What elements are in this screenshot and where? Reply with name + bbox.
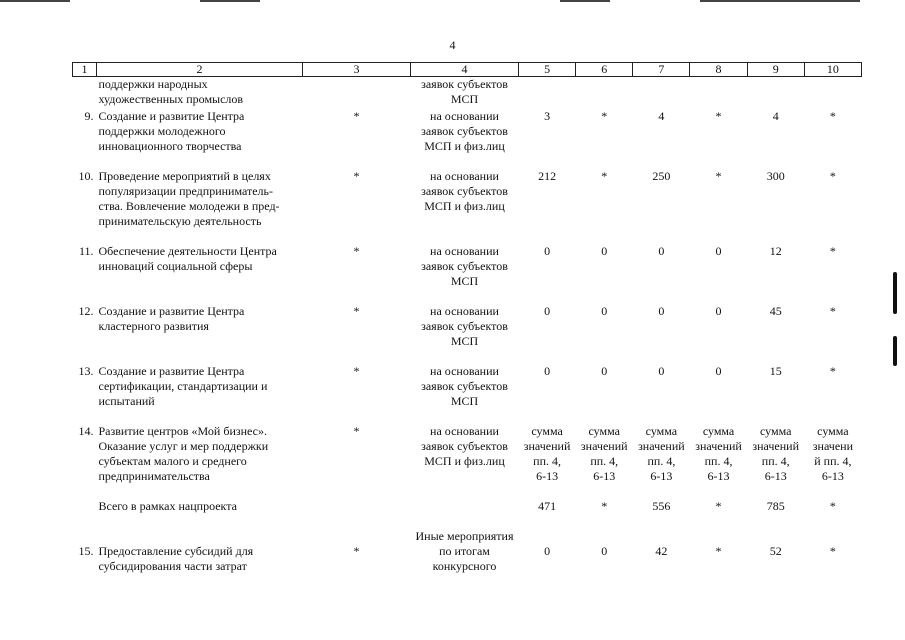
- year-value-col-9: 12: [769, 243, 782, 258]
- column-number-header: [73, 63, 862, 77]
- year-value-col-5: [519, 529, 576, 544]
- header-cell-2: 2: [97, 63, 303, 77]
- basis-text: Иные мероприятия: [415, 528, 514, 543]
- year-value-col-8: сумма значений пп. 4, 6-13: [695, 423, 742, 483]
- measure-name: [97, 529, 303, 544]
- row-number: 13.: [78, 363, 94, 378]
- year-value-col-8: [690, 77, 747, 109]
- scan-edge-line: [0, 0, 70, 2]
- year-value-col-6: [576, 77, 633, 109]
- column-3-value: *: [353, 423, 360, 438]
- row-number: 12.: [78, 303, 94, 318]
- year-value-col-7: 0: [658, 363, 665, 378]
- year-value-col-7: [633, 529, 690, 544]
- row-number: [73, 529, 97, 544]
- table-row: [73, 529, 862, 544]
- year-value-col-10: *: [829, 303, 836, 318]
- column-3-value: [303, 499, 411, 529]
- year-value-col-7: 0: [658, 243, 665, 258]
- year-value-col-8: [690, 529, 747, 544]
- scan-edge-line: [560, 0, 610, 2]
- year-value-col-6: 0: [601, 303, 608, 318]
- year-value-col-10: *: [829, 543, 836, 558]
- header-cell-3: 3: [303, 63, 411, 77]
- scan-artifact-mark: [893, 336, 897, 366]
- year-value-col-6: *: [601, 108, 608, 123]
- year-value-col-7: [633, 77, 690, 109]
- year-value-col-10: *: [829, 363, 836, 378]
- table-row: [73, 169, 862, 244]
- table-row: [73, 544, 862, 574]
- year-value-col-5: 0: [544, 543, 551, 558]
- scan-artifact-mark: [893, 272, 897, 314]
- year-value-col-8: 0: [715, 243, 722, 258]
- year-value-col-7: 4: [658, 108, 665, 123]
- column-3-value: *: [353, 363, 360, 378]
- year-value-col-8: *: [715, 543, 722, 558]
- measure-name: Создание и развитие Центра сертификации, стандартизации и испытаний: [98, 363, 268, 408]
- year-value-col-8: *: [715, 168, 722, 183]
- year-value-col-9: сумма значений пп. 4, 6-13: [752, 423, 800, 483]
- scan-edge-line: [700, 0, 860, 2]
- year-value-col-9: 785: [766, 498, 785, 513]
- header-cell-8: 8: [690, 63, 747, 77]
- year-value-col-6: [576, 529, 633, 544]
- basis-text: на основании заявок субъектов МСП и физ.лиц: [421, 423, 508, 468]
- year-value-col-5: [519, 77, 576, 109]
- year-value-col-5: 3: [544, 108, 551, 123]
- year-value-col-10: *: [829, 168, 836, 183]
- year-value-col-10: *: [829, 498, 836, 513]
- basis-text: заявок субъектов МСП: [421, 77, 508, 106]
- table-row: [73, 304, 862, 364]
- year-value-col-8: 0: [715, 363, 722, 378]
- basis-text: на основании заявок субъектов МСП и физ.лиц: [421, 168, 508, 213]
- measure-name: поддержки народных художественных промыслов: [98, 77, 244, 106]
- basis-text: на основании заявок субъектов МСП: [421, 303, 508, 348]
- header-cell-9: 9: [747, 63, 804, 77]
- row-number: [73, 499, 97, 529]
- basis-text: по итогам конкурсного: [432, 543, 497, 573]
- year-value-col-10: *: [829, 108, 836, 123]
- year-value-col-9: 52: [769, 543, 782, 558]
- measure-name: Предоставление субсидий для субсидирования части затрат: [98, 543, 254, 573]
- row-number: 15.: [78, 543, 94, 558]
- table-row: [73, 244, 862, 304]
- page-number: 4: [449, 38, 456, 52]
- year-value-col-5: 471: [538, 498, 557, 513]
- year-value-col-9: 4: [772, 108, 779, 123]
- year-value-col-9: 300: [766, 168, 785, 183]
- year-value-col-6: сумма значений пп. 4, 6-13: [580, 423, 628, 483]
- year-value-col-9: 45: [769, 303, 782, 318]
- year-value-col-5: 0: [544, 303, 551, 318]
- year-value-col-8: *: [715, 498, 722, 513]
- year-value-col-7: 0: [658, 303, 665, 318]
- header-cell-1: 1: [73, 63, 97, 77]
- year-value-col-6: 0: [601, 363, 608, 378]
- column-3-value: [303, 77, 411, 109]
- year-value-col-10: *: [829, 243, 836, 258]
- year-value-col-8: *: [715, 108, 722, 123]
- basis-text: на основании заявок субъектов МСП и физ.лиц: [421, 108, 508, 153]
- column-3-value: *: [353, 108, 360, 123]
- table-row: [73, 364, 862, 424]
- row-number: 9.: [84, 108, 94, 123]
- column-3-value: *: [353, 543, 360, 558]
- year-value-col-10: [804, 529, 861, 544]
- year-value-col-8: 0: [715, 303, 722, 318]
- row-number: 11.: [78, 243, 94, 258]
- year-value-col-5: 0: [544, 243, 551, 258]
- header-cell-5: 5: [519, 63, 576, 77]
- year-value-col-6: *: [601, 168, 608, 183]
- year-value-col-7: 250: [652, 168, 671, 183]
- column-3-value: *: [353, 168, 360, 183]
- year-value-col-7: 556: [652, 498, 671, 513]
- header-cell-7: 7: [633, 63, 690, 77]
- measure-name: Обеспечение деятельности Центра инноваций социальной сферы: [98, 243, 277, 273]
- column-3-value: [303, 529, 411, 544]
- year-value-col-6: 0: [601, 543, 608, 558]
- year-value-col-10: [804, 77, 861, 109]
- row-number: [73, 77, 97, 109]
- row-number: 10.: [78, 168, 94, 183]
- measure-name: Всего в рамках нацпроекта: [98, 498, 237, 513]
- table-row: [73, 109, 862, 169]
- year-value-col-6: 0: [601, 243, 608, 258]
- year-value-col-7: 42: [655, 543, 668, 558]
- data-table: [72, 62, 862, 574]
- year-value-col-5: 0: [544, 363, 551, 378]
- measure-name: Создание и развитие Центра поддержки молодежного инновационного творчества: [98, 108, 245, 153]
- measure-name: Создание и развитие Центра кластерного развития: [98, 303, 245, 333]
- year-value-col-10: сумма значени й пп. 4, 6-13: [812, 423, 853, 483]
- row-number: 14.: [78, 423, 94, 438]
- measure-name: Развитие центров «Мой бизнес». Оказание услуг и мер поддержки субъектам малого и среднего предпринимательства: [98, 423, 269, 483]
- measure-name: Проведение мероприятий в целях популяризации предприниматель- ства. Вовлечение молодежи в пред- принимательскую деятельность: [98, 168, 280, 228]
- header-cell-10: 10: [804, 63, 861, 77]
- year-value-col-5: 212: [538, 168, 557, 183]
- column-3-value: *: [353, 243, 360, 258]
- column-3-value: *: [353, 303, 360, 318]
- header-cell-6: 6: [576, 63, 633, 77]
- year-value-col-7: сумма значений пп. 4, 6-13: [638, 423, 685, 483]
- header-cell-4: 4: [411, 63, 519, 77]
- basis-text: на основании заявок субъектов МСП: [421, 243, 508, 288]
- basis-text: на основании заявок субъектов МСП: [421, 363, 508, 408]
- scan-edge-line: [200, 0, 260, 2]
- table-row: [73, 499, 862, 529]
- year-value-col-9: [747, 77, 804, 109]
- year-value-col-9: 15: [769, 363, 782, 378]
- year-value-col-6: *: [601, 498, 608, 513]
- year-value-col-5: сумма значений пп. 4, 6-13: [523, 423, 571, 483]
- table-row: [73, 424, 862, 499]
- year-value-col-9: [747, 529, 804, 544]
- table-row: [73, 77, 862, 109]
- basis-text: [411, 499, 519, 529]
